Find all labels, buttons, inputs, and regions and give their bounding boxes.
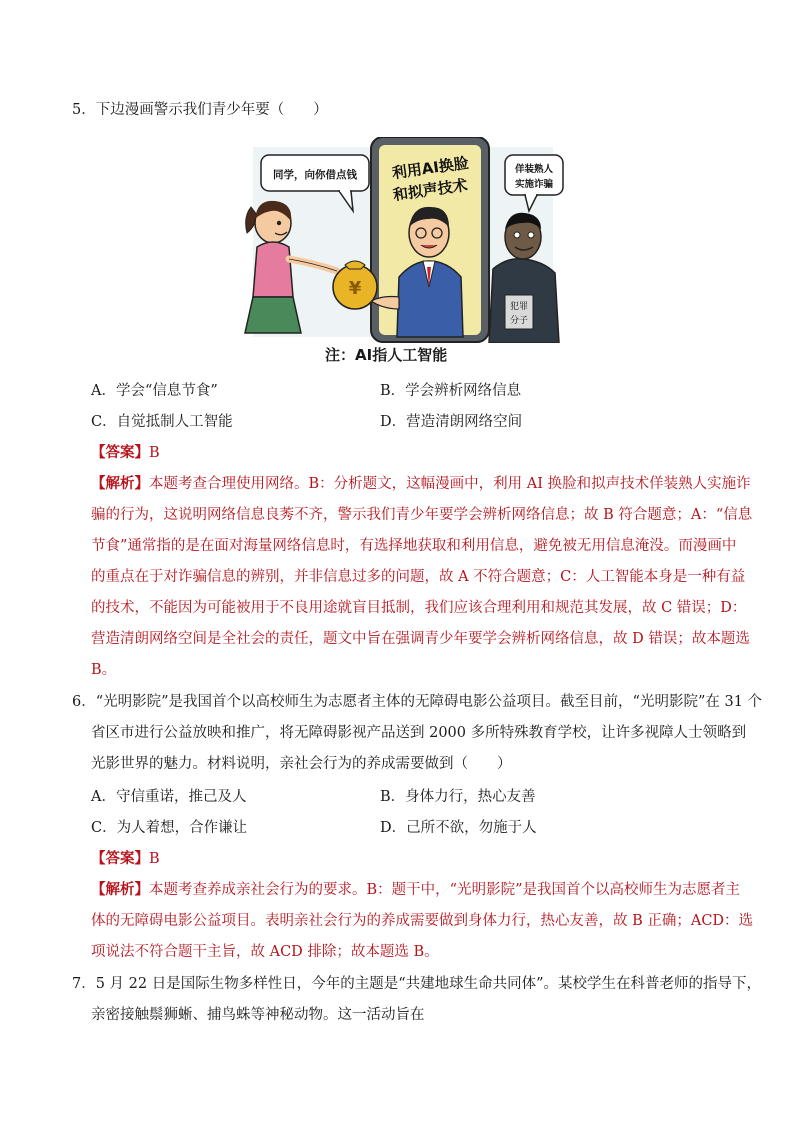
q5-stem: 5．下边漫画警示我们青少年要（ ） <box>72 102 328 118</box>
q5-analysis-line: B。 <box>91 662 117 678</box>
q5-analysis-line: 骗的行为，这说明网络信息良莠不齐，警示我们青少年要学会辨析网络信息；故 B 符合题意；A：“信息 <box>91 507 753 523</box>
bubble-right-text-2: 实施诈骗 <box>514 179 554 190</box>
q5-option-d: D．营造清朗网络空间 <box>380 414 523 430</box>
answer-value: B <box>149 445 160 461</box>
coin-symbol: ¥ <box>348 278 362 299</box>
q5-option-c: C．自觉抵制人工智能 <box>91 414 233 430</box>
analysis-text: 本题考查养成亲社会行为的要求。B：题干中，“光明影院”是我国首个以高校师生为志愿者主 <box>149 882 740 898</box>
cartoon-caption: 注：AI指人工智能 <box>325 346 448 364</box>
analysis-text: 本题考查合理使用网络。B：分析题文，这幅漫画中，利用 AI 换脸和拟声技术佯装熟人实施诈 <box>149 476 751 492</box>
q6-analysis-line <box>91 880 740 900</box>
badge-text-2: 分子 <box>509 316 529 326</box>
q6-stem-line: 光影世界的魅力。材料说明，亲社会行为的养成需要做到（ ） <box>91 756 512 772</box>
q6-stem-line: 省区市进行公益放映和推广，将无障碍影视产品送到 2000 多所特殊教育学校，让许多视障人士领略到 <box>91 725 747 741</box>
q6-option-b: B．身体力行，热心友善 <box>380 789 536 805</box>
answer-value: B <box>149 851 160 867</box>
bubble-left-text: 同学，向你借点钱 <box>273 169 357 181</box>
q5-analysis-line: 节食”通常指的是在面对海量网络信息时，有选择地获取和利用信息，避免被无用信息淹没。而漫画中 <box>91 538 737 554</box>
q5-analysis-line <box>91 474 751 494</box>
q6-option-d: D．己所不欲，勿施于人 <box>380 820 537 836</box>
q6-analysis-line: 项说法不符合题干主旨，故 ACD 排除；故本题选 B。 <box>91 944 439 960</box>
q6-analysis-line: 体的无障碍电影公益项目。表明亲社会行为的养成需要做到身体力行，热心友善，故 B 正确；ACD：选 <box>91 913 754 929</box>
q6-stem-line: 6．“光明影院”是我国首个以高校师生为志愿者主体的无障碍电影公益项目。截至目前，“光明影院”在 31 个 <box>72 694 763 710</box>
q5-option-b: B．学会辨析网络信息 <box>380 383 522 399</box>
q5-answer <box>91 443 160 463</box>
q5-analysis-line: 的技术，不能因为可能被用于不良用途就盲目抵制，我们应该合理利用和规范其发展，故 C 错误；D： <box>91 600 747 616</box>
phone-title-2: 和拟声技术 <box>391 175 469 205</box>
q5-analysis-line: 的重点在于对诈骗信息的辨别，并非信息过多的问题，故 A 不符合题意；C：人工智能本身是一种有益 <box>91 569 746 585</box>
badge-text-1: 犯罪 <box>509 302 529 312</box>
analysis-tag: 【解析】 <box>91 881 149 898</box>
q6-answer <box>91 849 160 869</box>
q7-stem-line: 亲密接触鬃狮蜥、捕鸟蛛等神秘动物。这一活动旨在 <box>91 1007 425 1023</box>
q5-option-a: A．学会“信息节食” <box>91 383 218 399</box>
analysis-tag: 【解析】 <box>91 475 149 492</box>
answer-tag: 【答案】 <box>91 850 149 867</box>
cartoon-illustration <box>243 137 566 343</box>
bubble-right-text-1: 佯装熟人 <box>514 164 554 175</box>
q6-option-c: C．为人着想，合作谦让 <box>91 820 248 836</box>
q6-option-a: A．守信重诺，推己及人 <box>91 789 247 805</box>
q7-stem-line: 7．5 月 22 日是国际生物多样性日，今年的主题是“共建地球生命共同体”。某校学生在科普老师的指导下， <box>72 976 762 992</box>
fraud-cartoon <box>243 137 566 343</box>
answer-tag: 【答案】 <box>91 444 149 461</box>
q5-analysis-line: 营造清朗网络空间是全社会的责任，题文中旨在强调青少年要学会辨析网络信息，故 D 错误；故本题选 <box>91 631 750 647</box>
phone-title-1: 利用AI换脸 <box>390 153 470 183</box>
